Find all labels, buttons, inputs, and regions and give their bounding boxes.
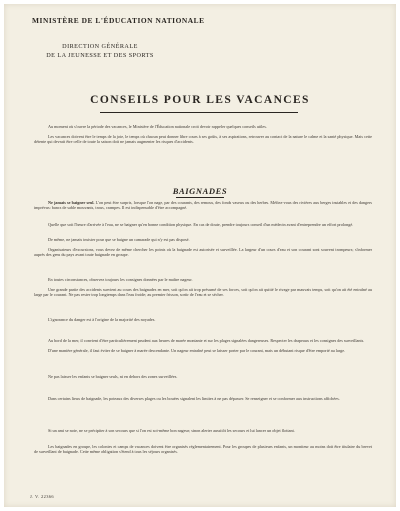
body-paragraph: Les baignades en groupe, les colonies et camps de vacances doivent être organisés réglementairement. Pour les groupes de plusieurs enfants, un moniteur au moins doit être titulaire du brevet de surveillant de baignade. Cette même obligation s'étend à tous les séjours organisés. <box>34 444 372 455</box>
body-paragraph: Dans certains lieux de baignade, les poteaux des diverses plages ou les bouées signalent les limites à ne pas dépasser. Se renseigner et se conformer aux instructions affichées. <box>48 396 340 401</box>
ministry-header: MINISTÈRE DE L'ÉDUCATION NATIONALE <box>32 16 205 25</box>
body-paragraph <box>34 200 372 211</box>
body-paragraph: Si un ami se noie, ne se précipiter à son secours que si l'on est soi-même bon nageur; sinon alerter aussitôt les secours et lui lancer un objet flottant. <box>48 428 295 433</box>
body-paragraph: Quelle que soit l'heure d'arrivée à l'eau, ne se baigner qu'en bonne condition physique. En cas de doute, prendre toujours conseil d'un médecin avant d'entreprendre un effort prolongé. <box>48 222 354 227</box>
direction-line-2: DE LA JEUNESSE ET DES SPORTS <box>46 52 154 59</box>
body-paragraph: Ne pas laisser les enfants se baigner seuls, ni en dehors des zones surveillées. <box>48 374 178 379</box>
intro-paragraph: Au moment où s'ouvre la période des vacances, le Ministère de l'Éducation nationale croit devoir rappeler quelques conseils utiles. <box>48 124 267 129</box>
print-reference: J. V. 22366 <box>30 494 54 499</box>
body-paragraph: D'une manière générale, il faut éviter de se baigner à marée descendante. Un nageur entraîné peut se laisser porter par le courant, mais un débutant risque d'être emporté au large. <box>48 348 346 353</box>
direction-line-1: DIRECTION GÉNÉRALE <box>62 43 138 50</box>
section-underline <box>176 197 224 198</box>
page-title: CONSEILS POUR LES VACANCES <box>90 94 310 106</box>
body-paragraph: En toutes circonstances, observez toujours les consignes données par le maître nageur. <box>48 277 193 282</box>
body-paragraph: Une grande partie des accidents survient au cours des baignades en mer, soit qu'on ait trop présumé de ses forces, soit qu'on ait quitté le rivage par mauvais temps, soit qu'on ait été entraîné au large par le courant. Ne pas rester trop longtemps dans l'eau froide; au premier frisson, sortir de l'eau et se sécher. <box>34 287 372 298</box>
section-title: BAIGNADES <box>172 186 228 196</box>
body-paragraph: L'ignorance du danger est à l'origine de la majorité des noyades. <box>48 317 156 322</box>
paragraph-text: L'on peut être surpris, lorsque l'on nage, par des courants, des remous, des fonds vaseux ou des herbes. Méfiez-vous des rivières aux berges instables et des dangers imprévus: bancs de sable mouvants, trous, crampes. Il est indispensable d'être accompagné. <box>34 200 372 211</box>
body-paragraph: Au bord de la mer, il convient d'être particulièrement prudent aux heures de marée montante et sur les plages signalées dangereuses. Respecter les drapeaux et les consignes des surveillants. <box>48 338 365 343</box>
body-paragraph: Organisateurs d'excursions, vous devez de même chercher les points où la baignade est autorisée et surveillée. La largeur d'un cours d'eau et son courant sont souvent trompeurs; s'informer auprès des gens du pays avant toute baignade en groupe. <box>34 247 372 258</box>
body-paragraph: De même, ne jamais insister pour que se baigne un camarade qui n'y est pas disposé. <box>48 237 190 242</box>
intro-paragraph: Les vacances doivent être le temps de la joie, le temps où chacun peut donner libre cours à ses goûts, à ses aspirations, retrouver au contact de la nature le calme et la santé physique. Mais cette détente qui devrait être celle de toute la saison doit ne jamais augmenter les risques d'accidents. <box>34 134 372 145</box>
document-page <box>4 4 396 507</box>
direction-header <box>40 42 160 60</box>
paragraph-lead: Ne jamais se baigner seul. <box>48 200 95 205</box>
title-underline <box>100 112 298 113</box>
